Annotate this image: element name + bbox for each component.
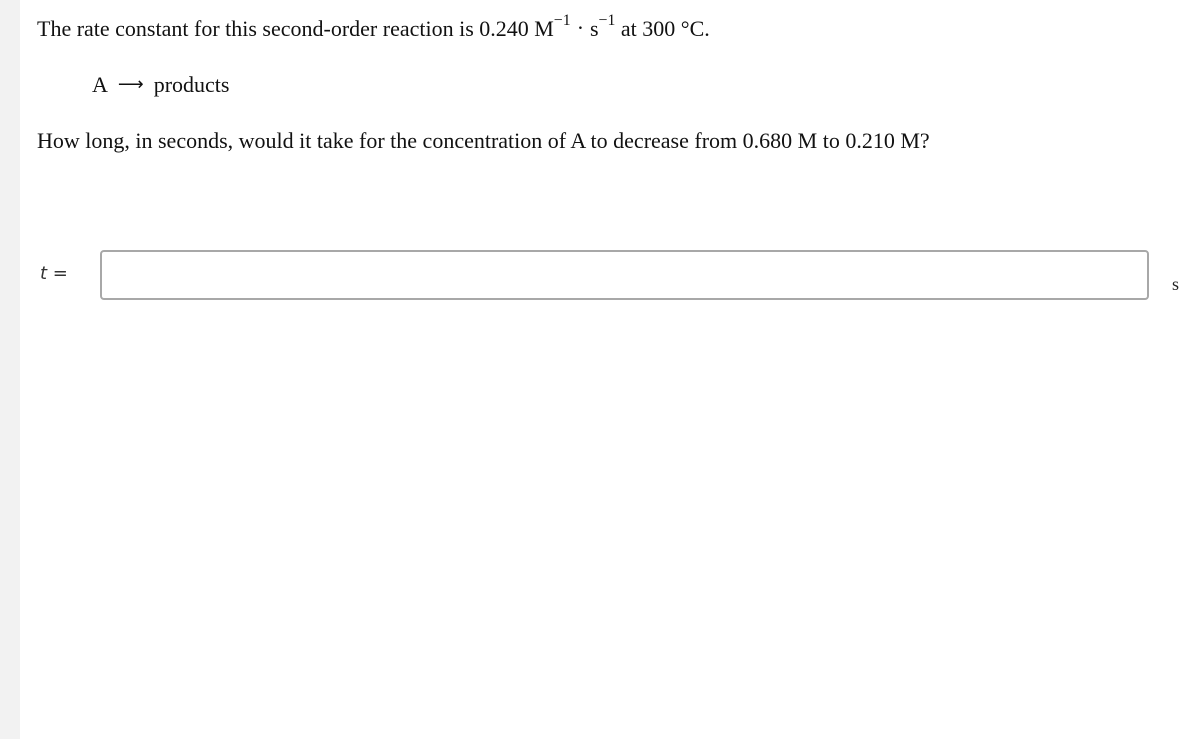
m-exponent: −1 xyxy=(553,12,571,30)
temperature-text: at 300 °C. xyxy=(615,16,710,41)
answer-input[interactable] xyxy=(100,250,1149,300)
reaction-equation xyxy=(92,72,229,98)
reaction-arrow-icon: ⟶ xyxy=(117,74,144,95)
product: products xyxy=(153,72,230,97)
question-panel xyxy=(20,0,1200,739)
question-text: How long, in seconds, would it take for the concentration of A to decrease from 0.680 M to 0.210 M? xyxy=(37,128,930,153)
multiplication-dot: · xyxy=(576,15,585,40)
answer-variable: t xyxy=(40,263,48,284)
seconds-unit: s xyxy=(590,16,599,41)
equals-sign: = xyxy=(52,263,68,284)
intro-text: The rate constant for this second-order reaction is 0.240 M xyxy=(37,16,554,41)
reactant: A xyxy=(92,72,108,97)
answer-unit: s xyxy=(1172,274,1180,294)
answer-label xyxy=(40,263,68,284)
rate-constant-statement xyxy=(37,12,710,42)
s-exponent: −1 xyxy=(598,12,616,30)
